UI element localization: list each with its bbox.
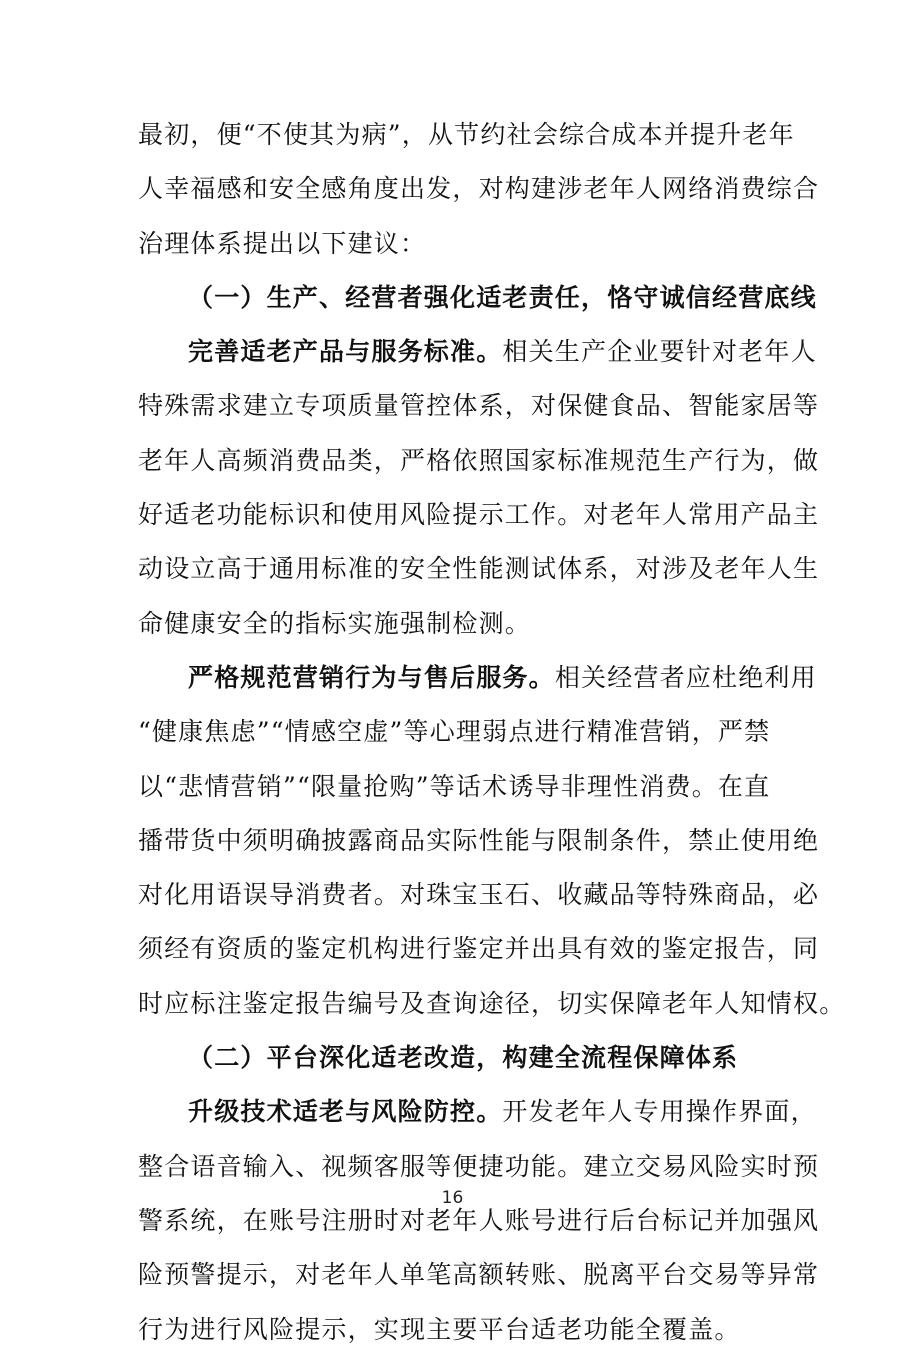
section-heading-1 (138, 271, 817, 325)
body-line (138, 922, 820, 976)
line-text: 人幸福感和安全感角度出发，对构建涉老年人网络消费综合 (138, 174, 820, 204)
body-line (138, 434, 820, 488)
body-line (138, 542, 820, 596)
line-text: 相关生产企业要针对老年人 (502, 337, 817, 367)
line-text: 治理体系提出以下建议： (138, 228, 427, 258)
line-text: 播带货中须明确披露商品实际性能与限制条件，禁止使用绝 (138, 825, 820, 855)
line-text: “健康焦虑”“情感空虚”等心理弱点进行精准营销，严禁 (138, 717, 771, 747)
line-text: 以“悲情营销”“限量抢购”等话术诱导非理性消费。在直 (138, 771, 771, 801)
line-text: 整合语音输入、视频客服等便捷功能。建立交易风险实时预 (138, 1151, 820, 1181)
body-line (138, 1140, 820, 1194)
line-text: 险预警提示，对老年人单笔高额转账、脱离平台交易等异常 (138, 1260, 820, 1290)
body-line (138, 868, 820, 922)
heading-text: （二）平台深化适老改造，构建全流程保障体系 (188, 1043, 739, 1073)
line-text: 对化用语误导消费者。对珠宝玉石、收藏品等特殊商品，必 (138, 880, 820, 910)
line-text: 特殊需求建立专项质量管控体系，对保健食品、智能家居等 (138, 391, 820, 421)
paragraph-lead: 升级技术适老与风险防控。 (188, 1097, 503, 1127)
paragraph-lead: 严格规范营销行为与售后服务。 (188, 662, 555, 692)
line-text: 开发老年人专用操作界面， (502, 1097, 817, 1127)
body-line (138, 760, 788, 814)
body-line (138, 977, 846, 1031)
line-text: 警系统，在账号注册时对老年人账号进行后台标记并加强风 (138, 1205, 820, 1235)
line-text: 老年人高频消费品类，严格依照国家标准规范生产行为，做 (138, 445, 820, 475)
paragraph-start (138, 1085, 817, 1139)
line-text: 命健康安全的指标实施强制检测。 (138, 608, 532, 638)
body-line (138, 1303, 788, 1357)
body-line (138, 1248, 820, 1302)
line-text: 最初，便“不使其为病”，从节约社会综合成本并提升老年 (138, 120, 795, 149)
body-line (138, 217, 788, 271)
line-text: 行为进行风险提示，实现主要平台适老功能全覆盖。 (138, 1314, 741, 1344)
paragraph-start (138, 325, 817, 379)
heading-text: （一）生产、经营者强化适老责任，恪守诚信经营底线 (188, 282, 817, 312)
body-line (138, 814, 820, 868)
body-line (138, 488, 820, 542)
body-text (138, 108, 846, 1357)
line-text: 相关经营者应杜绝利用 (554, 662, 817, 692)
line-text: 时应标注鉴定报告编号及查询途径，切实保障老年人知情权。 (138, 988, 846, 1018)
line-text: 动设立高于通用标准的安全性能测试体系，对涉及老年人生 (138, 554, 820, 584)
page-number: 16 (441, 1188, 464, 1208)
body-line (138, 108, 795, 162)
body-line (138, 705, 788, 759)
body-line (138, 597, 788, 651)
line-text: 须经有资质的鉴定机构进行鉴定并出具有效的鉴定报告，同 (138, 934, 820, 964)
line-text: 好适老功能标识和使用风险提示工作。对老年人常用产品主 (138, 500, 820, 530)
section-heading-2 (138, 1031, 788, 1085)
paragraph-start (138, 651, 817, 705)
body-line (138, 162, 820, 216)
paragraph-lead: 完善适老产品与服务标准。 (188, 337, 503, 367)
body-line (138, 379, 820, 433)
